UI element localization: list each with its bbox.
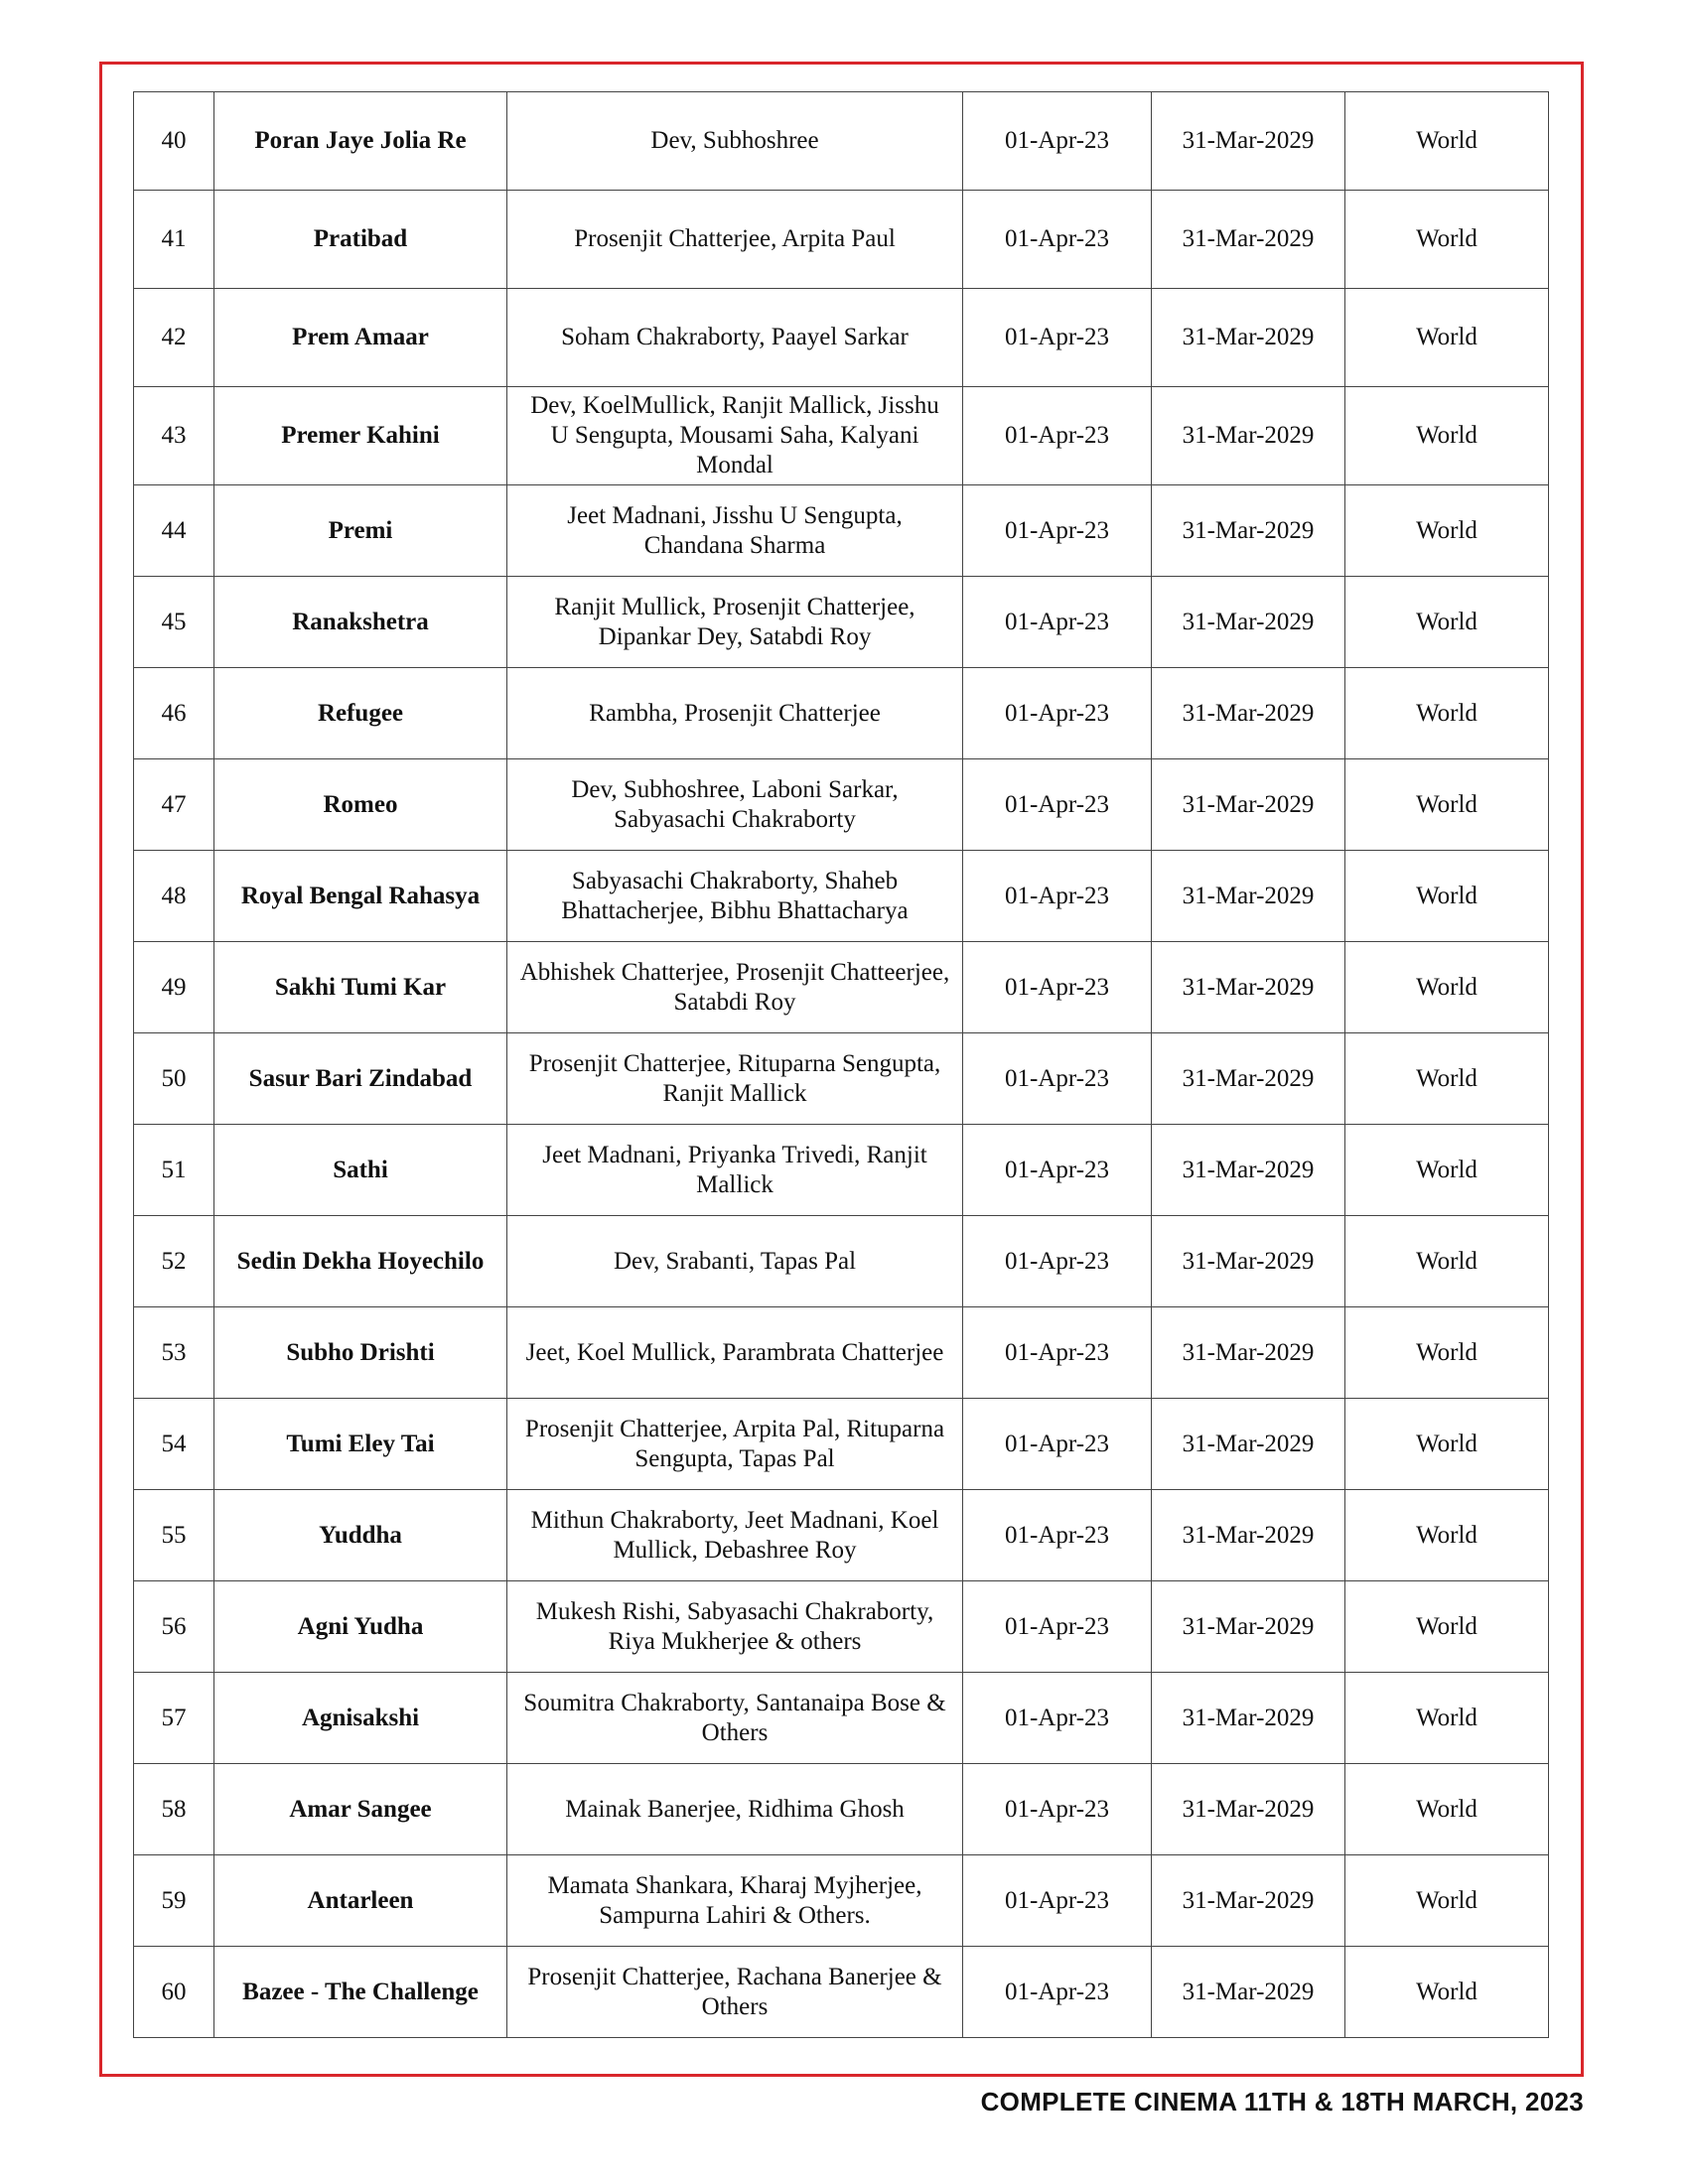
row-number: 55 [134, 1490, 214, 1581]
film-title: Agnisakshi [214, 1673, 507, 1764]
row-number: 40 [134, 92, 214, 191]
table-row [134, 1307, 1549, 1399]
territory: World [1345, 1125, 1549, 1216]
film-cast: Dev, Subhoshree, Laboni Sarkar, Sabyasachi Chakraborty [507, 759, 963, 851]
rights-start-date: 01-Apr-23 [963, 92, 1152, 191]
row-number: 41 [134, 191, 214, 289]
territory: World [1345, 1216, 1549, 1307]
row-number: 44 [134, 485, 214, 577]
row-number: 49 [134, 942, 214, 1033]
film-cast: Abhishek Chatterjee, Prosenjit Chatteerjee, Satabdi Roy [507, 942, 963, 1033]
rights-end-date: 31-Mar-2029 [1152, 1399, 1345, 1490]
rights-start-date: 01-Apr-23 [963, 1216, 1152, 1307]
rights-start-date: 01-Apr-23 [963, 1764, 1152, 1855]
table-row [134, 1764, 1549, 1855]
film-title: Sasur Bari Zindabad [214, 1033, 507, 1125]
territory: World [1345, 759, 1549, 851]
table-row [134, 1490, 1549, 1581]
row-number: 45 [134, 577, 214, 668]
film-title: Bazee - The Challenge [214, 1947, 507, 2038]
row-number: 59 [134, 1855, 214, 1947]
rights-end-date: 31-Mar-2029 [1152, 577, 1345, 668]
rights-start-date: 01-Apr-23 [963, 759, 1152, 851]
film-cast: Dev, Srabanti, Tapas Pal [507, 1216, 963, 1307]
rights-end-date: 31-Mar-2029 [1152, 1764, 1345, 1855]
rights-end-date: 31-Mar-2029 [1152, 289, 1345, 387]
rights-end-date: 31-Mar-2029 [1152, 1490, 1345, 1581]
territory: World [1345, 1033, 1549, 1125]
rights-end-date: 31-Mar-2029 [1152, 759, 1345, 851]
row-number: 54 [134, 1399, 214, 1490]
film-cast: Dev, KoelMullick, Ranjit Mallick, Jisshu U Sengupta, Mousami Saha, Kalyani Mondal [507, 387, 963, 485]
rights-end-date: 31-Mar-2029 [1152, 92, 1345, 191]
rights-end-date: 31-Mar-2029 [1152, 1307, 1345, 1399]
row-number: 47 [134, 759, 214, 851]
rights-end-date: 31-Mar-2029 [1152, 1673, 1345, 1764]
territory: World [1345, 851, 1549, 942]
film-title: Royal Bengal Rahasya [214, 851, 507, 942]
film-title: Sathi [214, 1125, 507, 1216]
film-title: Premer Kahini [214, 387, 507, 485]
rights-start-date: 01-Apr-23 [963, 191, 1152, 289]
table-row [134, 191, 1549, 289]
rights-end-date: 31-Mar-2029 [1152, 387, 1345, 485]
rights-start-date: 01-Apr-23 [963, 1307, 1152, 1399]
table-row [134, 1216, 1549, 1307]
row-number: 51 [134, 1125, 214, 1216]
rights-start-date: 01-Apr-23 [963, 485, 1152, 577]
rights-end-date: 31-Mar-2029 [1152, 1125, 1345, 1216]
rights-start-date: 01-Apr-23 [963, 289, 1152, 387]
rights-start-date: 01-Apr-23 [963, 1673, 1152, 1764]
film-cast: Jeet Madnani, Jisshu U Sengupta, Chandana Sharma [507, 485, 963, 577]
row-number: 60 [134, 1947, 214, 2038]
rights-start-date: 01-Apr-23 [963, 942, 1152, 1033]
territory: World [1345, 1581, 1549, 1673]
film-title: Premi [214, 485, 507, 577]
rights-start-date: 01-Apr-23 [963, 668, 1152, 759]
table-row [134, 1673, 1549, 1764]
film-cast: Soham Chakraborty, Paayel Sarkar [507, 289, 963, 387]
table-row [134, 1581, 1549, 1673]
film-cast: Mithun Chakraborty, Jeet Madnani, Koel Mullick, Debashree Roy [507, 1490, 963, 1581]
territory: World [1345, 577, 1549, 668]
territory: World [1345, 1764, 1549, 1855]
table-row [134, 1125, 1549, 1216]
rights-end-date: 31-Mar-2029 [1152, 1581, 1345, 1673]
table-row [134, 851, 1549, 942]
territory: World [1345, 92, 1549, 191]
table-row [134, 485, 1549, 577]
table-row [134, 1033, 1549, 1125]
film-cast: Prosenjit Chatterjee, Rachana Banerjee & Others [507, 1947, 963, 2038]
row-number: 42 [134, 289, 214, 387]
rights-start-date: 01-Apr-23 [963, 1947, 1152, 2038]
film-cast: Mainak Banerjee, Ridhima Ghosh [507, 1764, 963, 1855]
rights-end-date: 31-Mar-2029 [1152, 1216, 1345, 1307]
film-rights-table [133, 91, 1549, 2038]
rights-start-date: 01-Apr-23 [963, 851, 1152, 942]
row-number: 56 [134, 1581, 214, 1673]
table-row [134, 942, 1549, 1033]
rights-end-date: 31-Mar-2029 [1152, 191, 1345, 289]
territory: World [1345, 1947, 1549, 2038]
film-cast: Prosenjit Chatterjee, Rituparna Sengupta, Ranjit Mallick [507, 1033, 963, 1125]
row-number: 43 [134, 387, 214, 485]
film-title: Romeo [214, 759, 507, 851]
territory: World [1345, 289, 1549, 387]
rights-start-date: 01-Apr-23 [963, 1490, 1152, 1581]
rights-end-date: 31-Mar-2029 [1152, 851, 1345, 942]
rights-start-date: 01-Apr-23 [963, 387, 1152, 485]
table-row [134, 668, 1549, 759]
table-row [134, 92, 1549, 191]
row-number: 46 [134, 668, 214, 759]
film-title: Poran Jaye Jolia Re [214, 92, 507, 191]
table-row [134, 759, 1549, 851]
film-title: Sedin Dekha Hoyechilo [214, 1216, 507, 1307]
territory: World [1345, 1307, 1549, 1399]
territory: World [1345, 942, 1549, 1033]
film-title: Antarleen [214, 1855, 507, 1947]
film-cast: Soumitra Chakraborty, Santanaipa Bose & Others [507, 1673, 963, 1764]
rights-end-date: 31-Mar-2029 [1152, 668, 1345, 759]
row-number: 48 [134, 851, 214, 942]
film-cast: Prosenjit Chatterjee, Arpita Pal, Rituparna Sengupta, Tapas Pal [507, 1399, 963, 1490]
territory: World [1345, 1673, 1549, 1764]
row-number: 57 [134, 1673, 214, 1764]
territory: World [1345, 387, 1549, 485]
row-number: 58 [134, 1764, 214, 1855]
rights-start-date: 01-Apr-23 [963, 1399, 1152, 1490]
film-cast: Mamata Shankara, Kharaj Myjherjee, Sampurna Lahiri & Others. [507, 1855, 963, 1947]
film-title: Prem Amaar [214, 289, 507, 387]
row-number: 52 [134, 1216, 214, 1307]
rights-end-date: 31-Mar-2029 [1152, 1947, 1345, 2038]
film-title: Tumi Eley Tai [214, 1399, 507, 1490]
film-cast: Prosenjit Chatterjee, Arpita Paul [507, 191, 963, 289]
rights-end-date: 31-Mar-2029 [1152, 1855, 1345, 1947]
table-row [134, 1855, 1549, 1947]
row-number: 53 [134, 1307, 214, 1399]
territory: World [1345, 1855, 1549, 1947]
film-title: Pratibad [214, 191, 507, 289]
rights-start-date: 01-Apr-23 [963, 1855, 1152, 1947]
film-cast: Ranjit Mullick, Prosenjit Chatterjee, Dipankar Dey, Satabdi Roy [507, 577, 963, 668]
film-cast: Jeet, Koel Mullick, Parambrata Chatterjee [507, 1307, 963, 1399]
film-cast: Jeet Madnani, Priyanka Trivedi, Ranjit Mallick [507, 1125, 963, 1216]
film-rows [134, 92, 1549, 2038]
row-number: 50 [134, 1033, 214, 1125]
territory: World [1345, 485, 1549, 577]
film-cast: Dev, Subhoshree [507, 92, 963, 191]
territory: World [1345, 1490, 1549, 1581]
film-title: Sakhi Tumi Kar [214, 942, 507, 1033]
film-title: Ranakshetra [214, 577, 507, 668]
territory: World [1345, 1399, 1549, 1490]
rights-end-date: 31-Mar-2029 [1152, 942, 1345, 1033]
table-row [134, 289, 1549, 387]
footer-publication: COMPLETE CINEMA 11TH & 18TH MARCH, 2023 [980, 2087, 1584, 2116]
film-cast: Sabyasachi Chakraborty, Shaheb Bhattacherjee, Bibhu Bhattacharya [507, 851, 963, 942]
film-title: Subho Drishti [214, 1307, 507, 1399]
table-row [134, 1399, 1549, 1490]
film-cast: Rambha, Prosenjit Chatterjee [507, 668, 963, 759]
rights-start-date: 01-Apr-23 [963, 577, 1152, 668]
table-row [134, 387, 1549, 485]
rights-end-date: 31-Mar-2029 [1152, 485, 1345, 577]
film-cast: Mukesh Rishi, Sabyasachi Chakraborty, Riya Mukherjee & others [507, 1581, 963, 1673]
film-title: Refugee [214, 668, 507, 759]
film-title: Amar Sangee [214, 1764, 507, 1855]
territory: World [1345, 191, 1549, 289]
film-title: Agni Yudha [214, 1581, 507, 1673]
rights-end-date: 31-Mar-2029 [1152, 1033, 1345, 1125]
film-title: Yuddha [214, 1490, 507, 1581]
rights-start-date: 01-Apr-23 [963, 1125, 1152, 1216]
table-row [134, 577, 1549, 668]
table-row [134, 1947, 1549, 2038]
rights-start-date: 01-Apr-23 [963, 1581, 1152, 1673]
rights-start-date: 01-Apr-23 [963, 1033, 1152, 1125]
territory: World [1345, 668, 1549, 759]
